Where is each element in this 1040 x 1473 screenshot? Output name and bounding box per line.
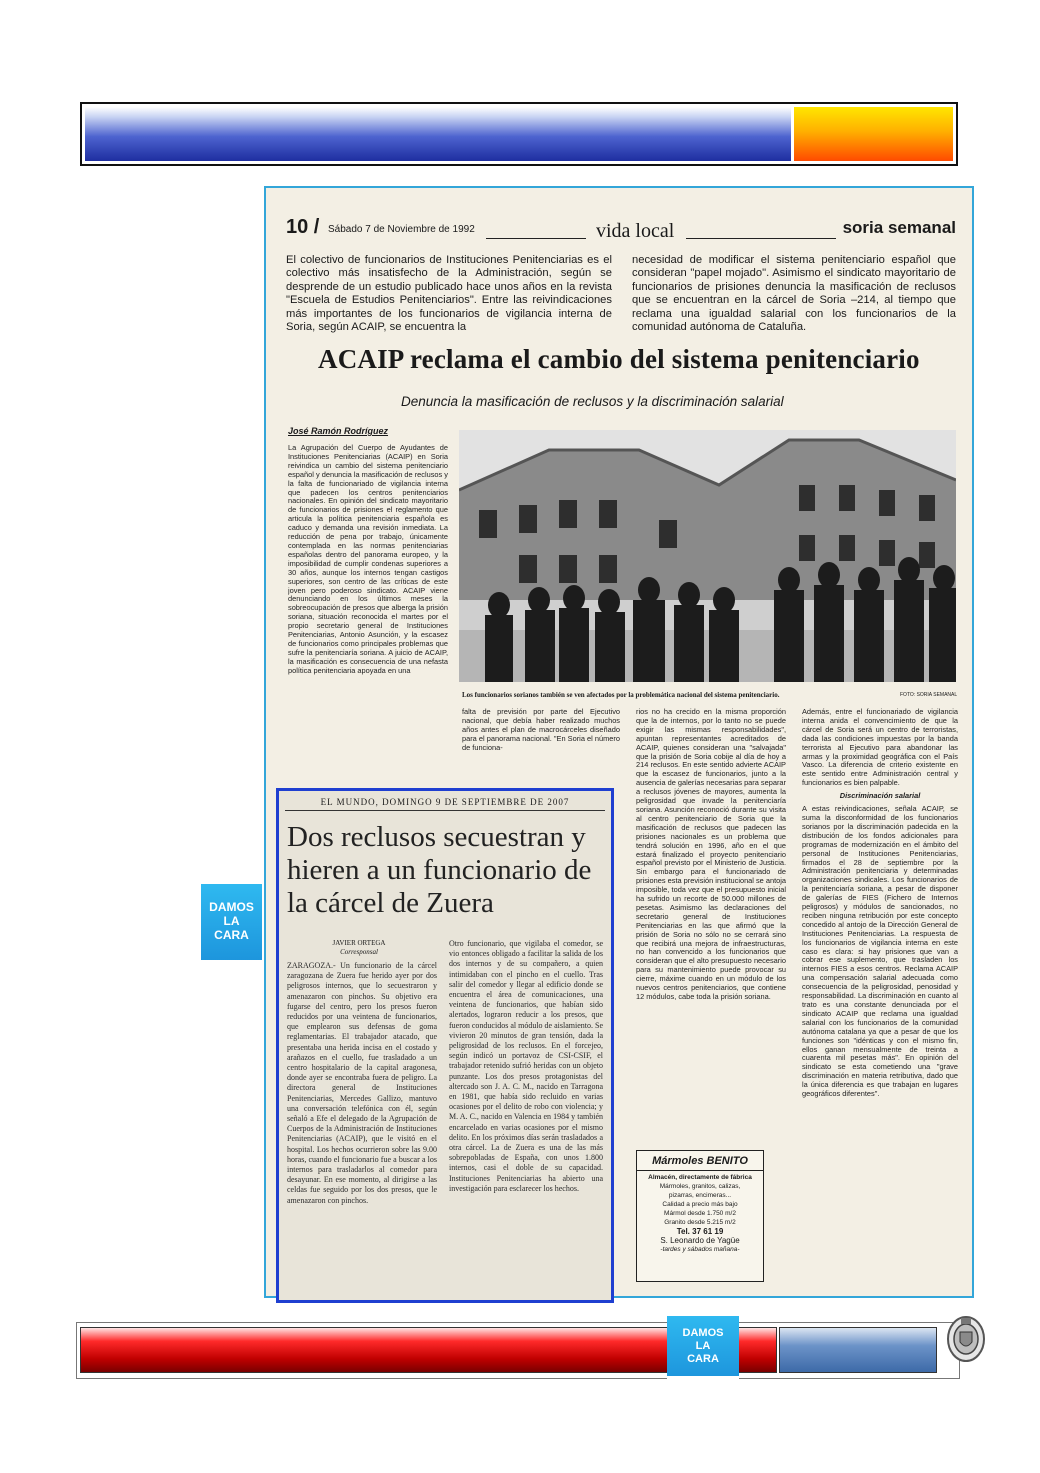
coat-of-arms-icon [946, 1312, 986, 1364]
ad-phone: Tel. 37 61 19 [676, 1227, 724, 1236]
clipping-date: EL MUNDO, DOMINGO 9 DE SEPTIEMBRE DE 2007 [285, 797, 605, 811]
photo-credit: FOTO: SORIA SEMANAL [900, 692, 958, 698]
damos-la-cara-badge-bottom [667, 1316, 739, 1388]
article-column-3: rios no ha crecido en la misma proporción que la de internos, por lo tanto no se puede exigir las mismas responsabilidades", apuntan representantes acreditados de ACAIP, quienes consideran una "salvajada" que la prisión de Soria cobije al día de hoy a 214 reclusos. En este sentido advierte ACAIP que la escasez de funcionarios, junto a la ausencia de galerías necesarias para separar a reclusos jóvenes de mayores, aumenta la peligrosidad que invade la penitenciaría soriana. Asunción reconoció durante su visita al centro penitenciario de Soria que la masificación de reclusos que padecen las prisiones nacionales es un problema que tendrá solución en 1996, año en el que estará finalizado el proyecto penitenciario español previsto por el Ministerio de Justicia. Sin embargo para el funcionariado de prisiones esta previsión institucional se antoja imposible, toda vez que el presupuesto inicial ha sufrido un recorte de 50.000 millones de pesetas. Asimismo las declaraciones del secretario general de Instituciones Penitenciarias en las que afirmó que la prisión de Soria no sólo no se cerrará sino que recibirá una mejora de infraestructuras, no han convencido a los funcionarios que consideran que el alto presupuesto necesario para su mantenimiento puede provocar su cierre, máxime cuando en un módulo de los nuevos centros penitenciarios, que contiene 12 módulos, cabe toda la prisión soriana. [636, 708, 786, 1001]
column-4-part-a: Además, entre el funcionariado de vigilancia interna anida el convencimiento de que la cárcel de Soria será un centro de terroristas, dada las condiciones impuestas por la banda terrorista al Ejecutivo para abandonar las armas y la proximidad geográfica con el País Vasco. La diferencia de criterio existente en este sentido entre Administración central y funcionarios es bien palpable. [802, 708, 958, 788]
article-column-4 [802, 708, 958, 1298]
badge-bottom-line-1: DAMOS [682, 1327, 724, 1339]
page-number: 10 / [286, 216, 320, 238]
badge-bottom-line-2: LA [695, 1340, 711, 1352]
clipping-author [289, 939, 429, 957]
publication-name: soria semanal [842, 218, 956, 237]
clipping-author-role: Corresponsal [340, 948, 378, 956]
header-rule-right [686, 238, 836, 239]
article-headline: ACAIP reclama el cambio del sistema penitenciario [318, 344, 920, 374]
news-photo [459, 430, 956, 682]
clipping-headline: Dos reclusos secuestran y hieren a un funcionario de la cárcel de Zuera [287, 821, 592, 919]
ad-line-2: Mármoles, granitos, calizas, [659, 1183, 741, 1190]
badge-line-3: CARA [214, 928, 249, 942]
damos-la-cara-badge [201, 884, 262, 974]
ad-line-4: Calidad a precio más bajo [662, 1201, 738, 1208]
top-banner-blue-bar [85, 107, 791, 161]
badge-bottom-line-3: CARA [687, 1353, 719, 1365]
clipping-column-1: ZARAGOZA.- Un funcionario de la cárcel zaragozana de Zuera fue herido ayer por dos peligrosos internos, que lo secuestraron y amenazaron con pinchos. Su objetivo era fugarse del centro, pero los presos fueron reducidos por una veintena de funcionarios, que emplearon sus defensas de goma reglamentarias. El trabajador atacado, que presentaba una herida incisa en el costado y arañazos en el cuello, fue trasladado a un centro hospitalario de la capital aragonesa, donde ayer se encontraba fuera de peligro. La directora general de Instituciones Penitenciarias, Mercedes Gallizo, mantuvo una conversación telefónica con él, según señaló a Efe el delegado de la Agrupación de Cuerpos de la Administración de Instituciones Penitenciarias (ACAIP), que le visitó en el hospital. Los hechos ocurrieron sobre las 9.00 horas, cuando el funcionario fue a buscar a los internos para trasladarlos al comedor para desayunar. En ese momento, al dirigirse a las celdas fue seguido por los dos presos, que le amenazaron con pinchos. [287, 961, 437, 1205]
ad-line-6: Granito desde 5.215 m/2 [664, 1219, 736, 1226]
column-4-subheading: Discriminación salarial [839, 791, 921, 801]
page-header [286, 218, 956, 242]
ad-line-5: Mármol desde 1.750 m/2 [664, 1210, 736, 1217]
badge-line-2: LA [223, 914, 240, 928]
marble-advertisement [636, 1150, 764, 1282]
article-column-2: falta de previsión por parte del Ejecutivo nacional, que debía haber realizado muchos años antes el plan de macrocárceles diseñado para el panorama nacional. "En Soria el número de funciona- [462, 708, 620, 752]
ad-title: Mármoles BENITO [637, 1155, 763, 1171]
bottom-banner-steel-bar [779, 1327, 937, 1373]
section-title: vida local [596, 220, 675, 242]
lead-paragraph-right: necesidad de modificar el sistema penitenciario español que consideran "papel mojado". Asimismo el sindicato mayoritario de funcionarios de prisiones denuncia la masificación de reclusos que se encuentran en la cárcel de Soria –214, al tiempo que reclama una igualdad salarial con los funcionarios de la comunidad autónoma de Cataluña. [632, 254, 956, 334]
lead-paragraph-left: El colectivo de funcionarios de Instituciones Penitenciarias es el colectivo más insatisfecho de la Administración, según se desprende de un estudio publicado hace unos años en la revista "Escuela de Estudios Penitenciarios". Entre las reivindicaciones más importantes de los funcionarios de vigilancia interna de Soria, según ACAIP, se encuentra la [286, 254, 612, 334]
ad-hours: -tardes y sábados mañana- [660, 1246, 740, 1253]
header-rule-left [486, 238, 586, 239]
article-subheadline: Denuncia la masificación de reclusos y la discriminación salarial [401, 394, 784, 409]
clipping-column-2: Otro funcionario, que vigilaba el comedor, se vio entonces obligado a facilitar la salida de los dos internos y de su compañero, a quien intimidaban con el pincho en el cuello. Tras salir del comedor y llegar al edificio donde se encuentra el área de comunicaciones, una veintena de funcionarios, que habían sido alertados, lograron reducir a los presos, que fueron conducidos al módulo de aislamiento. Se vivieron 20 minutos de gran tensión, dada la peligrosidad de los reclusos. En el forcejeo, según indicó un portavoz de CSI-CSIF, el trabajador retenido sufrió heridas con un objeto punzante. Los dos presos protagonistas del altercado son J. A. C. M., nacido en Tarragona en 1981, que había sido recluido en varias ocasiones por el delito de robo con violencia; y M. A. C., nacido en Valencia en 1984 y también encarcelado en varias ocasiones por el mismo delito. En los próximos días serán trasladados a otra cárcel. La de Zuera es una de las más sobrepobladas de España, con unos 1.800 internos, casi el doble de su capacidad. Instituciones Penitenciarias ha abierto una investigación para esclarecer los hechos. [449, 939, 603, 1193]
column-4-part-b: A estas reivindicaciones, señala ACAIP, se suma la disconformidad de los funcionarios sorianos por la discriminación padecida en la distribución de los fondos adicionales para programas de modernización en el ámbito del personal de Instituciones Penitenciarias, firmados el 28 de septiembre por la Administración penitenciaria y determinadas organizaciones sindicales. Los funcionarios de la penitenciaría soriana, a pesar de disponer de galerías de FIES (Fichero de Internos peligrosos) y módulos de sancionados, no reciben ninguna retribución por este concepto concedido al antojo de la Dirección General de Instituciones Penitenciarias. La respuesta de los funcionarios de vigilancia interna en este caso es clara: si hay prisiones que van a cobrar ese suplemento, que trasladen los internos FIES a esos centros. Reclama ACAIP una compensación salarial adecuada como consecuencia de la peligrosidad, penosidad y responsabilidad. La discriminación en cuanto al trato es una constante denunciada por el sindicato ACAIP que reclama una igualdad salarial con los funcionarios de la comunidad autónoma catalana ya que a pesar de que los funciones son "idénticas y con el mismo fin, ellos ganan mensualmente de treinta a cuarenta mil pesetas más". En opinión del sindicato se esta cometiendo una "grave discriminación en materia retributiva, dado que la única diferencia es que trabajan en lugares geográficos diferentes". [802, 804, 958, 1099]
el-mundo-clipping [276, 788, 614, 1303]
badge-bottom-footer-strip [667, 1376, 739, 1388]
ad-place: S. Leonardo de Yagüe [660, 1236, 740, 1245]
page-date: Sábado 7 de Noviembre de 1992 [328, 224, 475, 235]
bottom-banner [76, 1322, 960, 1379]
photo-illustration [459, 430, 956, 682]
article-byline: José Ramón Rodríguez [288, 426, 389, 436]
ad-line-1: Almacén, directamente de fábrica [648, 1174, 752, 1181]
badge-footer-strip [201, 960, 262, 974]
article-column-1: La Agrupación del Cuerpo de Ayudantes de Instituciones Penitenciarias (ACAIP) en Soria reivindica un cambio del sistema penitenciario español y denuncia la masificación de reclusos y la falta de funcionariado de vigilancia interna que padecen los centros penitenciarios nacionales. En opinión del sindicato mayoritario de funcionarios de prisiones el reglamento que articula la política penitenciaria española es caduco y demanda una revisión inmediata. La reducción de pena por trabajo, únicamente contemplada en las normas penitenciarias españolas dentro del panorama europeo, y la imposibilidad de cumplir condenas superiores a 30 años, aunque los internos tengan castigos superiores, son centro de las críticas de este joven pero poderoso sindicato. ACAIP viene denunciando en los últimos meses la sobreocupación de presos que alberga la prisión soriana, situación reconocida el martes por el propio secretario general de Instituciones Penitenciarias, Antonio Asunción, y la escasez de funcionarios como principales problemas que sufre la penitenciaría soriana. A juicio de ACAIP, la masificación es consecuencia de una nefasta política penitenciaria apoyada en una [288, 444, 448, 675]
top-banner [80, 102, 958, 166]
photo-caption: Los funcionarios sorianos también se ven afectados por la problemática nacional del sistema penitenciario. [462, 691, 780, 699]
ad-line-3: pizarras, encimeras... [668, 1192, 732, 1199]
badge-line-1: DAMOS [209, 900, 254, 914]
top-banner-orange-bar [794, 107, 953, 161]
clipping-author-name: JAVIER ORTEGA [332, 939, 386, 947]
